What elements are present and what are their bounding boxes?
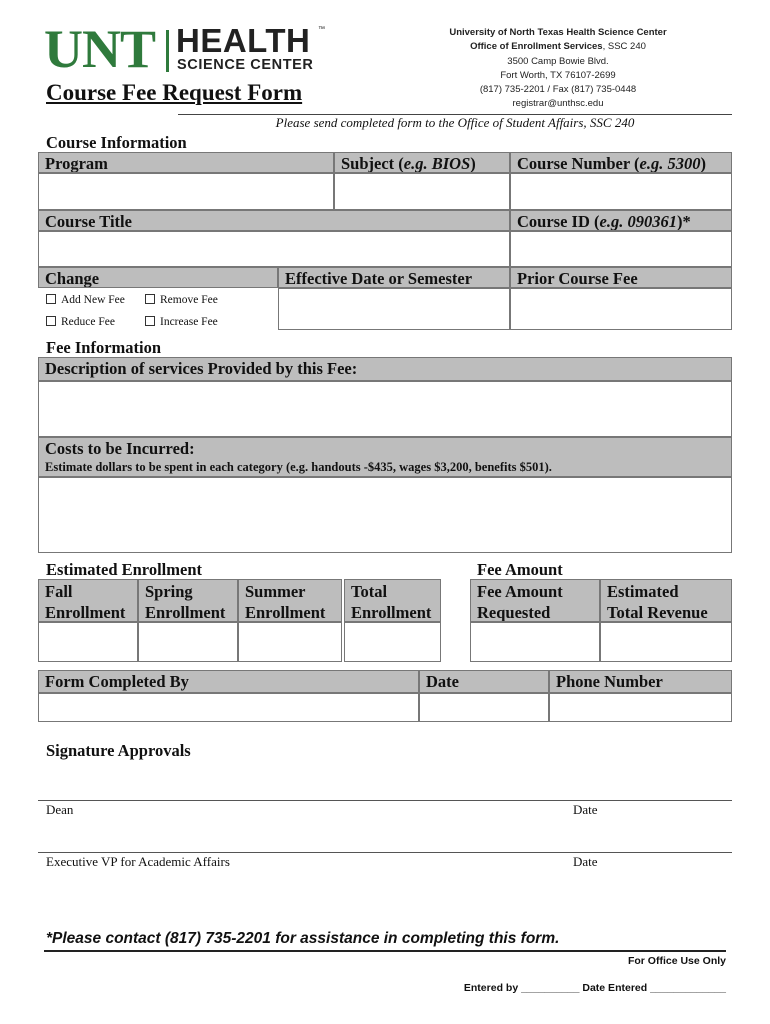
dean-date-label: Date: [573, 802, 598, 817]
form-title: Course Fee Request Form: [46, 80, 303, 105]
address-line-5: (817) 735-2201 / Fax (817) 735-0448: [479, 84, 637, 96]
fee-info-heading: Fee Information: [46, 338, 162, 357]
costs-label: Costs to be Incurred:: [45, 439, 195, 458]
program-field[interactable]: [38, 173, 334, 210]
course-id-field[interactable]: [510, 231, 732, 267]
address-line-2: Office of Enrollment Services, SSC 240: [470, 41, 646, 53]
address-line-4: Fort Worth, TX 76107-2699: [500, 69, 616, 81]
total-revenue-field[interactable]: [600, 622, 732, 662]
office-address: [408, 26, 708, 112]
checkbox-icon: [145, 316, 155, 326]
change-header: Change: [38, 267, 278, 288]
footer-rule: [44, 950, 726, 952]
address-line-1: University of North Texas Health Science Center: [449, 27, 667, 38]
summer-enrollment-header: Summer Enrollment: [238, 579, 342, 622]
fall-enrollment-field[interactable]: [38, 622, 138, 662]
course-number-header: Course Number (e.g. 5300): [510, 152, 732, 173]
checkbox-add-new-fee[interactable]: Add New Fee: [46, 293, 125, 307]
total-enrollment-header: Total Enrollment: [344, 579, 441, 622]
logo-health: HEALTH: [176, 22, 311, 59]
effective-date-field[interactable]: [278, 288, 510, 330]
evp-label: Executive VP for Academic Affairs: [46, 854, 230, 869]
total-revenue-header: Estimated Total Revenue: [600, 579, 732, 622]
subject-field[interactable]: [334, 173, 510, 210]
checkbox-icon: [145, 294, 155, 304]
checkbox-remove-fee[interactable]: Remove Fee: [145, 293, 218, 307]
enrollment-heading: Estimated Enrollment: [46, 560, 202, 579]
course-title-header: Course Title: [38, 210, 510, 231]
evp-date-label: Date: [573, 854, 598, 869]
checkbox-icon: [46, 294, 56, 304]
checkbox-increase-fee[interactable]: Increase Fee: [145, 315, 218, 329]
dean-label: Dean: [46, 802, 74, 817]
instruction-text: Please send completed form to the Office of Student Affairs, SSC 240: [275, 115, 635, 130]
checkbox-reduce-fee[interactable]: Reduce Fee: [46, 315, 115, 329]
phone-number-field[interactable]: [549, 693, 732, 722]
checkbox-icon: [46, 316, 56, 326]
summer-enrollment-field[interactable]: [238, 622, 342, 662]
phone-number-header: Phone Number: [549, 670, 732, 693]
fee-requested-field[interactable]: [470, 622, 600, 662]
evp-signature-line[interactable]: [38, 852, 732, 853]
logo-science-center: SCIENCE CENTER: [177, 57, 314, 73]
completed-date-field[interactable]: [419, 693, 549, 722]
description-header: Description of services Provided by this Fee:: [38, 357, 732, 381]
address-line-3: 3500 Camp Bowie Blvd.: [507, 55, 609, 67]
office-use-label: For Office Use Only: [627, 955, 726, 967]
completed-by-field[interactable]: [38, 693, 419, 722]
logo-trademark: ™: [318, 26, 325, 33]
total-enrollment-field[interactable]: [344, 622, 441, 662]
dean-signature-line[interactable]: [38, 800, 732, 801]
course-id-header: Course ID (e.g. 090361)*: [510, 210, 732, 231]
completed-by-header: Form Completed By: [38, 670, 419, 693]
prior-fee-field[interactable]: [510, 288, 732, 330]
signature-heading: Signature Approvals: [46, 741, 191, 760]
spring-enrollment-field[interactable]: [138, 622, 238, 662]
entered-by-line: Entered by __________ Date Entered _____________: [463, 982, 726, 994]
subject-header: Subject (e.g. BIOS): [334, 152, 510, 173]
address-email: registrar@unthsc.edu: [512, 98, 604, 110]
costs-note: Estimate dollars to be spent in each category (e.g. handouts -$435, wages $3,200, benefits $501).: [45, 460, 552, 474]
prior-fee-header: Prior Course Fee: [510, 267, 732, 288]
contact-note: *Please contact (817) 735-2201 for assistance in completing this form.: [46, 930, 560, 947]
completed-date-header: Date: [419, 670, 549, 693]
effective-date-header: Effective Date or Semester: [278, 267, 510, 288]
course-number-field[interactable]: [510, 173, 732, 210]
logo-divider: [166, 30, 169, 72]
course-info-heading: Course Information: [46, 133, 187, 152]
course-title-field[interactable]: [38, 231, 510, 267]
program-header: Program: [38, 152, 334, 173]
fall-enrollment-header: Fall Enrollment: [38, 579, 138, 622]
costs-field[interactable]: [38, 477, 732, 553]
spring-enrollment-header: Spring Enrollment: [138, 579, 238, 622]
logo-unt: UNT: [44, 19, 156, 79]
fee-amount-heading: Fee Amount: [477, 560, 563, 579]
description-field[interactable]: [38, 381, 732, 437]
fee-requested-header: Fee Amount Requested: [470, 579, 600, 622]
